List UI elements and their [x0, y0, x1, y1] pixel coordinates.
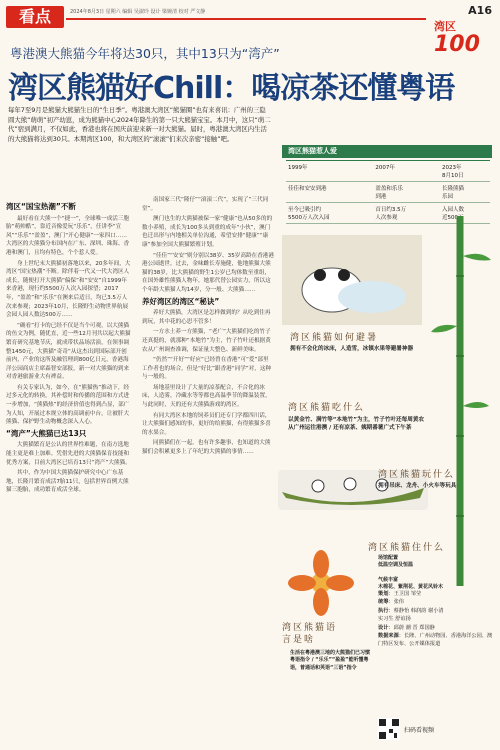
section-tag: 看点	[6, 6, 64, 28]
credit-line	[378, 598, 496, 606]
paragraph: 场地基里设计了大量的凉茶配合，不合化的冰床，人造雾，冷藏水等等都也高温季节的降温装置，与此同时，天的还有大熊猫游戏的湾区。	[142, 384, 271, 409]
table-cell: 2007年	[373, 161, 440, 182]
credit-names: 张伟	[393, 599, 404, 606]
paragraph: 有关专家认为，如今，在“熊猫热”推动下，经过多元化的转换，其补偿时和传播的范围和方式进一步增加，“熊猫热”的经济价值也得到凸显，部广为人知，开展过本规立体的高调前中台，让被肝大熊猫、保护野生动物概念深入人心。	[6, 384, 130, 426]
paragraph: 其中，作为中国大熊猫保护研究中心广东基地，长隆月繁育成活7胎11只，包括世界首例大熊猫三胞胎，成功繁育成活全球。	[6, 470, 129, 494]
paragraph: 身上世纪末大熊猫初落地以来，20多年间，大湾区“国宝热潮”不断。除伴着一代又一代大湾区人成长，随便打开大熊猫“偏保”和“安安”自1999年来香港，现行约5500万人次入园探望；2017年，“盈盈”和“乐乐”在澳来后适日，均已3.5万人次来参观；2023年10月，长隆野生动物世界航展会园人园人数达500万……	[6, 260, 131, 319]
section-heading: “湾产”大熊猫已达13只	[6, 428, 87, 438]
paragraph: 养好大熊猫，大湾区是怎样做到的？从吃到住再到玩，其中花的心思不管多！	[142, 310, 271, 325]
block-heading: 湾区熊猫语言是啥	[282, 623, 338, 645]
article-column-1	[6, 200, 132, 497]
table-cell: 至今已吸引约 5500万人次入园	[286, 203, 373, 224]
block-text: 拥有吊床、龙舟、小火车等玩具	[378, 483, 457, 489]
paragraph: 有同大湾区本地的饲养员们还专门学都四川话，让大熊猫们感知的事，更好的给熊猫，有得熊猫多喜的水果合。	[142, 412, 271, 436]
separator: ：	[388, 624, 394, 631]
paragraph: 大熊猫繁育是公认的世界性难题，在南方选地能主更是难上加难。凭借先进的大熊猫保育技能和优秀方案，目前大湾区已培育13只“湾产”大熊猫。	[6, 442, 131, 466]
paragraph: “佳佳”“安安”则分别以38岁、35岁高龄在香港港港公园逝世。过去，金味雌长寿施健，他地熊猫大熊猫的38岁，比大熊猫的野生1公岁已均体数至重组，在国外雄性熊猫人物年，她那代替公园实力，所以这个年龄大熊猫人均14岁，分一般、大熊猫……	[142, 252, 274, 293]
bamboo-illustration	[430, 216, 492, 586]
block-heading: 湾区熊猫吃什么	[288, 403, 366, 413]
credit-role: 执行	[378, 607, 389, 614]
paragraph: “确看”打卡的已经不仅是当个可观，以大熊猫的鱼文为例，随优直，近一些12月刊共以起大熊猫繁育研究基地节庆，就成带状品场活演，在领事调整1450元，大熊猫“奇奇”从这杰出到国际部开创前内，产业的这所及融管理到800亿日元，香港海洋公园商店主席森智安部报，新一对大熊猫的到来对香港旅游业大有裨益。	[6, 322, 131, 381]
block-heading: 湾区熊猫住什么	[368, 543, 446, 553]
kapok-flower-illustration	[286, 548, 356, 618]
credit-names: 王卫国 邹莹	[393, 591, 422, 597]
table-cell: 入园人数 近500万	[440, 203, 490, 224]
separator: ：	[388, 591, 394, 597]
block-text: 生活在粤港澳三地的大熊猫们已习惯粤语指令 / “乐乐”“盈盈”能听懂粤语，普通话和英语“三语”指令	[290, 650, 371, 671]
table-row	[286, 182, 490, 203]
credits	[378, 590, 496, 649]
block-heading: 湾区熊猫玩什么	[378, 470, 456, 480]
brand-number: 100	[434, 32, 480, 57]
paragraph: 同熊猫们在一起，也有许多趣事，也知道的大熊猫们会积累更多上了年纪的大熊猫的事情……	[142, 440, 271, 456]
section-heading: 湾区“国宝热潮”不断	[6, 202, 76, 211]
qr-code-icon[interactable]	[378, 718, 400, 740]
timeline-table	[286, 160, 490, 224]
credit-line	[378, 632, 496, 649]
paragraph: “仍然”“开好”“好应”已经曾在香港“可“爱”部里工作者也的场合，但是“好比”跟香港“同学”对，这种与一般的。	[142, 357, 272, 381]
credit-names: 蔡静怡 韩润韵 谢小清	[393, 607, 444, 614]
brand-top: 湾区	[434, 20, 456, 33]
qr-label: 扫码看视频	[404, 727, 435, 734]
table-row	[286, 161, 490, 182]
panel-heading: 湾区熊猫惹人爱	[282, 145, 492, 158]
credit-names: 实习生 舒谊扬	[378, 616, 411, 623]
brand-logo	[434, 18, 490, 56]
article-title: 湾区熊猫好Chill：喝凉茶还懂粤语	[8, 71, 455, 106]
block-text: 拥有不会化的冰床，人造雪，冰镇水果等避暑神器	[290, 346, 414, 352]
table-cell: 1999年	[286, 161, 373, 182]
separator: ：	[388, 607, 394, 614]
credit-names: 长隆、广州动物园、香港海洋公园、澳门特区发布、公开媒体报道	[378, 633, 493, 648]
table-cell: 长隆熊猫 乐园	[440, 182, 490, 203]
header-rule	[66, 18, 426, 20]
paragraph: 一方水土养一方熊猫，“老广”大熊猫们吃的竹子还真挺的，就那种“本地竹”为主，竹子竹叶还根据黄农从广州调查准调，保证量大整色、新鲜美味。	[142, 329, 271, 353]
paragraph: 澳门也生的大熊猫被保一家“健康”也从50多的的数小养殖，成长为100多头到重的成年“小伙”，澳门也迁出形与内地相关单位沟通，希望安排“健康”“康康”参加全国大熊猫繁殖计划。	[142, 216, 273, 248]
article-subtitle: 粤港澳大熊猫今年将达30只，其中13只为“湾产”	[10, 46, 280, 61]
panda-photo-1	[282, 235, 422, 325]
table-cell: 盈盈和乐乐 到港	[373, 182, 440, 203]
credit-role: 统筹	[378, 599, 389, 606]
paragraph: 南国家三代“隆仔”“滚滚二代”，实现了“三代同堂”。	[142, 197, 269, 212]
separator: ：	[398, 633, 404, 640]
credit-line	[378, 607, 496, 615]
credit-role: 设计	[378, 624, 389, 631]
block-heading: 湾区熊猫如何避暑	[290, 333, 379, 343]
table-cell: 首日约3.5万 人次参观	[373, 203, 440, 224]
block-text: 以黄金竹、满竹等“本地竹”为主，竹子竹叶还每周黄农从广州运往港澳 / 还有凉茶、姨期番薯广式下午茶	[288, 417, 425, 432]
credit-line	[378, 590, 496, 598]
table-cell: 佳佳和安安到港	[286, 182, 373, 203]
page-number: A16	[468, 4, 492, 17]
credit-role: 策划	[378, 591, 389, 597]
table-cell: 2023年 8月10日	[440, 161, 490, 182]
paragraph: 最好看在大熊一个“捷一”，全球唯一成活三胞胎“萌帅酷”，靠近音像爱玩“乐乐”，任讲李“宣风”“乐乐”“盈盈”，澳门“开心健康”一家四口……大湾区的大熊猫分布国内在广东、深圳、珠海、香港和澳门，且均有特色，个个惹人爱。	[6, 215, 130, 256]
date-line: 2024年8月3日 星期六 编辑 吴淑玲 设计 梁婉清 校对 严文静	[70, 9, 206, 15]
credit-names: 邱蔚 潮 晋 郑国静	[393, 624, 435, 631]
credit-line	[378, 615, 496, 623]
article-column-2	[142, 196, 274, 459]
credit-role: 数据来源	[378, 633, 399, 640]
block-text: 场馆配置 低温空调及恒温 气候丰富 木棉花、紫荆花、黄花风铃木	[378, 555, 444, 590]
credit-line	[378, 624, 496, 632]
article-lead: 每年7至9月是熊猫大熊猫生日的“生日季”。粤港澳大湾区“熊猫圈”也有来喜讯：广州的三隐圆大熊“萌萌”初产幼崽，成为熊猫中心2024年降生的第一只大熊猫宝宝。本月中，这只“萌二代”宿到满月，不仅如此，香港也将在国庆前迎来新一对大熊猫。届时，粤港澳大湾区内生活的大熊猫将达到30只。本期湾区100，和大湾区的“滚滚”们来次亲密“接触”吧。	[8, 106, 271, 143]
section-heading: 养好湾区的湾区“秘诀”	[142, 296, 220, 306]
separator: ：	[388, 599, 394, 606]
